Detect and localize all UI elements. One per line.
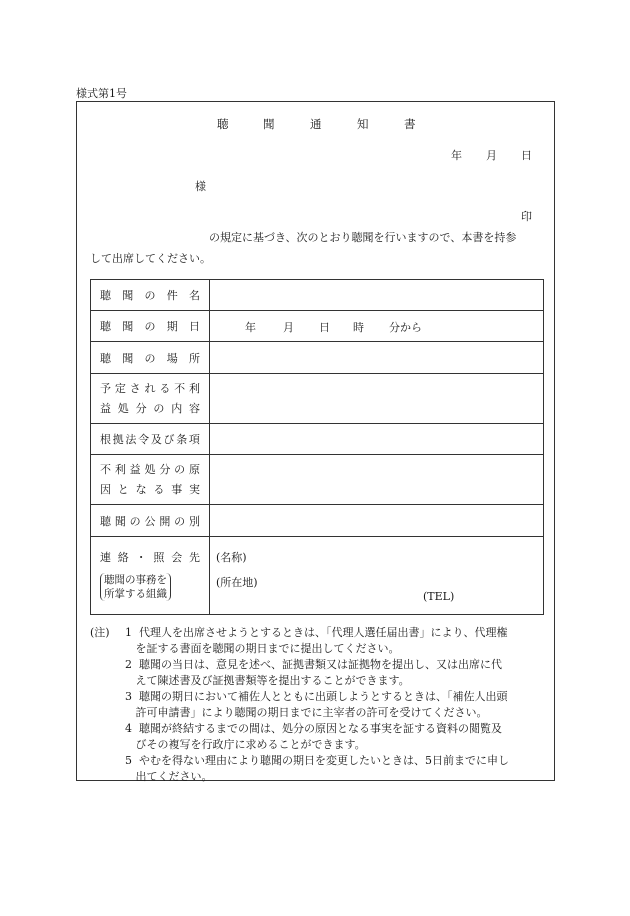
- label-cell: [91, 505, 210, 537]
- row-label-line-1: 予 定 さ れ る 不 利: [100, 381, 200, 395]
- contact-tel-label: (TEL): [423, 590, 455, 603]
- note-line-1: 代理人を出席させようとするときは、「代理人選任届出書」により、代理権: [139, 626, 508, 639]
- date-part-year: 年: [245, 321, 256, 334]
- form-number: 様式第1号: [76, 87, 127, 100]
- note-line-2: えて陳述書及び証拠書類等を提出することができます。: [135, 674, 410, 687]
- note-line-2: 許可申請書」により聴聞の期日までに主宰者の許可を受けてください。: [135, 706, 488, 719]
- note-5: [125, 753, 509, 785]
- row-label-line-2: 因 と な る 事 実: [100, 482, 200, 496]
- label-cell: [91, 374, 210, 424]
- note-number: 3: [125, 690, 132, 703]
- public-value[interactable]: [210, 505, 544, 537]
- contact-value[interactable]: [210, 537, 544, 615]
- note-line-1: やむを得ない理由により聴聞の期日を変更したいときは、5日前までに申し: [139, 754, 509, 767]
- intro-line-1: の規定に基づき、次のとおり聴聞を行いますので、本書を持参: [209, 231, 517, 244]
- note-line-2: を証する書面を聴聞の期日までに提出してください。: [135, 642, 400, 655]
- date-value[interactable]: [210, 311, 544, 342]
- row-cause: [91, 455, 544, 505]
- date-year-label: 年: [451, 149, 462, 162]
- row-label: 聴 聞 の 期 日: [100, 320, 200, 333]
- law-value[interactable]: [210, 424, 544, 455]
- contact-sublabel: [100, 573, 171, 601]
- note-1: [125, 625, 508, 657]
- note-4: [125, 721, 502, 753]
- row-label: 聴 聞 の 公 開 の 別: [100, 514, 200, 528]
- label-cell: [91, 455, 210, 505]
- hearing-details-table: [90, 279, 544, 615]
- place-value[interactable]: [210, 342, 544, 374]
- note-line-2: びその複写を行政庁に求めることができます。: [135, 738, 366, 751]
- row-date: [91, 311, 544, 342]
- title-char-2: 聞: [263, 117, 275, 131]
- date-day-label: 日: [521, 149, 532, 162]
- note-number: 5: [125, 754, 132, 767]
- title-char-5: 書: [404, 117, 416, 131]
- note-3: [125, 689, 508, 721]
- label-cell: [91, 342, 210, 374]
- date-part-hour: 時: [353, 321, 364, 334]
- title-char-4: 知: [357, 117, 369, 131]
- title-char-1: 聴: [217, 117, 229, 131]
- note-line-2: 出てください。: [135, 770, 213, 783]
- row-label: 根 拠 法 令 及 び 条 項: [100, 433, 200, 446]
- label-cell: [91, 280, 210, 311]
- cause-value[interactable]: [210, 455, 544, 505]
- row-place: [91, 342, 544, 374]
- date-part-month: 月: [283, 321, 294, 334]
- row-disposition: [91, 374, 544, 424]
- contact-name-label: (名称): [216, 551, 247, 564]
- addressee-suffix: 様: [195, 180, 206, 193]
- date-part-day: 日: [319, 321, 330, 334]
- note-number: 1: [125, 626, 132, 639]
- label-cell: [91, 311, 210, 342]
- row-subject: [91, 280, 544, 311]
- row-public: [91, 505, 544, 537]
- intro-line-2: して出席してください。: [90, 252, 211, 265]
- contact-sublabel-line-1: 聴聞の事務を: [104, 574, 167, 586]
- notes-heading: (注): [90, 626, 110, 639]
- row-label: 聴 聞 の 場 所: [100, 351, 200, 365]
- subject-value[interactable]: [210, 280, 544, 311]
- contact-address-label: (所在地): [216, 576, 258, 589]
- row-label-line-2: 益 処 分 の 内 容: [100, 401, 200, 415]
- note-line-1: 聴聞の期日において補佐人とともに出頭しようとするときは、「補佐人出頭: [139, 690, 508, 703]
- seal-label: 印: [521, 210, 532, 223]
- row-law: [91, 424, 544, 455]
- date-month-label: 月: [486, 149, 497, 162]
- contact-sublabel-line-2: 所掌する組織: [104, 588, 167, 600]
- label-cell: [91, 424, 210, 455]
- row-label-line-1: 不 利 益 処 分 の 原: [100, 462, 200, 476]
- note-number: 4: [125, 722, 132, 735]
- note-line-1: 聴聞が終結するまでの間は、処分の原因となる事実を証する資料の閲覧及: [139, 722, 502, 735]
- note-2: [125, 657, 502, 689]
- date-part-minute: 分から: [389, 321, 422, 334]
- note-line-1: 聴聞の当日は、意見を述べ、証拠書類又は証拠物を提出し、又は出席に代: [139, 658, 502, 671]
- disposition-value[interactable]: [210, 374, 544, 424]
- row-label: 連 絡 ・ 照 会 先: [100, 551, 200, 564]
- row-label: 聴 聞 の 件 名: [100, 289, 200, 302]
- note-number: 2: [125, 658, 132, 671]
- row-contact: [91, 537, 544, 615]
- label-cell: [91, 537, 210, 615]
- title-char-3: 通: [310, 117, 322, 131]
